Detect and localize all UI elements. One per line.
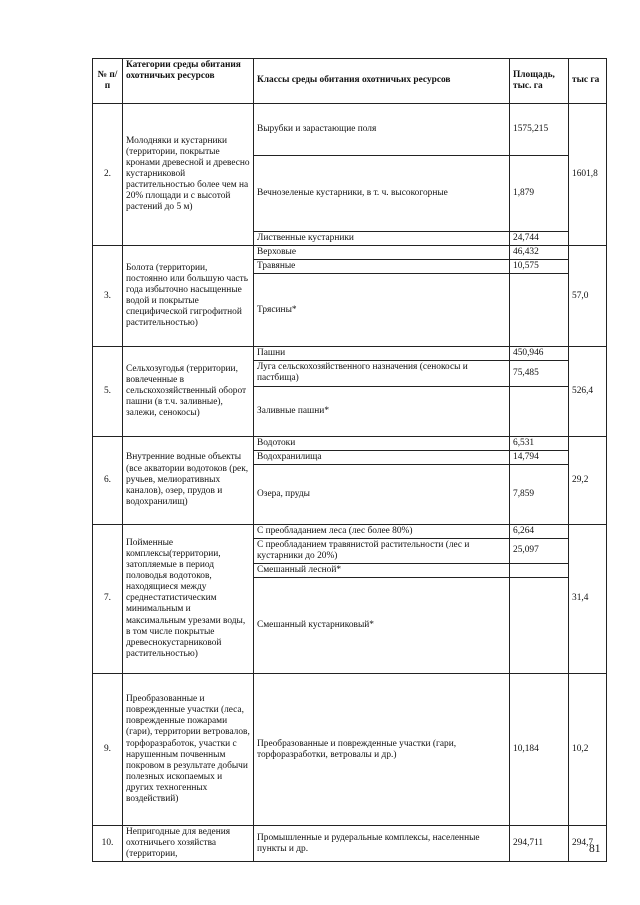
habitat-table bbox=[92, 58, 607, 862]
group-category: Болота (территории, постоянно или большую часть года избыточно насыщенные водой и покрытые специфической гигрофитной растительностью) bbox=[123, 246, 254, 347]
group-category: Сельхозугодья (территории, вовлеченные в сельскохозяйственный оборот пашни (в т.ч. заливные), залежи, сенокосы) bbox=[123, 347, 254, 436]
habitat-area bbox=[510, 274, 569, 347]
habitat-area bbox=[510, 386, 569, 436]
habitat-class: Смешанный лесной* bbox=[254, 564, 510, 578]
group-total: 526,4 bbox=[569, 347, 607, 436]
group-category: Пойменные комплексы(территории, затопляемые в период половодья водотоков, находящиеся между среднестатистическим минимальным и максимальным урезами воды, в том числе покрытые древеснокустарниковой растительностью) bbox=[123, 524, 254, 673]
habitat-area: 24,744 bbox=[510, 232, 569, 246]
habitat-area: 46,432 bbox=[510, 246, 569, 260]
group-total: 29,2 bbox=[569, 436, 607, 524]
group-number: 3. bbox=[93, 246, 123, 347]
habitat-area bbox=[510, 578, 569, 674]
habitat-area: 6,264 bbox=[510, 524, 569, 538]
table-row bbox=[93, 436, 607, 450]
habitat-class: Верховые bbox=[254, 246, 510, 260]
group-total: 294,7 bbox=[569, 826, 607, 862]
habitat-class: Вырубки и зарастающие поля bbox=[254, 104, 510, 156]
table-body bbox=[93, 104, 607, 862]
page-number: 81 bbox=[589, 843, 601, 855]
group-number: 10. bbox=[93, 826, 123, 862]
habitat-class: Вечнозеленые кустарники, в т. ч. высокогорные bbox=[254, 156, 510, 232]
table-row bbox=[93, 674, 607, 826]
header-category: Категории среды обитания охотничьих ресурсов bbox=[123, 59, 254, 104]
habitat-class: Водотоки bbox=[254, 436, 510, 450]
group-category: Преобразованные и поврежденные участки (леса, поврежденные пожарами (гари), территории ветровалов, торфоразработок, участки с нарушенным почвенным покровом в результате добычи полезных ископаемых и других техногенных воздействий) bbox=[123, 674, 254, 826]
habitat-class: Пашни bbox=[254, 347, 510, 361]
habitat-class: Смешанный кустарниковый* bbox=[254, 578, 510, 674]
habitat-class: Луга сельскохозяйственного назначения (сенокосы и пастбища) bbox=[254, 361, 510, 386]
header-classes: Классы среды обитания охотничьих ресурсов bbox=[254, 59, 510, 104]
habitat-area: 75,485 bbox=[510, 361, 569, 386]
habitat-area: 450,946 bbox=[510, 347, 569, 361]
table-header-row bbox=[93, 59, 607, 104]
habitat-class: Озера, пруды bbox=[254, 464, 510, 524]
habitat-area: 14,794 bbox=[510, 450, 569, 464]
header-total: тыс га bbox=[569, 59, 607, 104]
table-row bbox=[93, 524, 607, 538]
group-category: Внутренние водные объекты (все акватории водотоков (рек, ручьев, мелиоративных каналов), озер, прудов и водохранилищ) bbox=[123, 436, 254, 524]
habitat-area: 10,575 bbox=[510, 260, 569, 274]
habitat-area: 1575,215 bbox=[510, 104, 569, 156]
group-total: 57,0 bbox=[569, 246, 607, 347]
habitat-class: Травяные bbox=[254, 260, 510, 274]
table-row bbox=[93, 104, 607, 156]
habitat-class: Заливные пашни* bbox=[254, 386, 510, 436]
habitat-class: Водохранилища bbox=[254, 450, 510, 464]
habitat-class: Промышленные и рудеральные комплексы, населенные пункты и др. bbox=[254, 826, 510, 862]
habitat-area: 25,097 bbox=[510, 538, 569, 563]
habitat-class: Преобразованные и поврежденные участки (гари, торфоразработки, ветровалы и др.) bbox=[254, 674, 510, 826]
habitat-class: Лиственные кустарники bbox=[254, 232, 510, 246]
habitat-class: Трясины* bbox=[254, 274, 510, 347]
group-total: 31,4 bbox=[569, 524, 607, 673]
header-area: Площадь, тыс. га bbox=[510, 59, 569, 104]
header-num: № п/п bbox=[93, 59, 123, 104]
habitat-class: С преобладанием травянистой растительности (лес и кустарники до 20%) bbox=[254, 538, 510, 563]
habitat-area: 1,879 bbox=[510, 156, 569, 232]
group-total: 10,2 bbox=[569, 674, 607, 826]
group-number: 9. bbox=[93, 674, 123, 826]
table-row bbox=[93, 826, 607, 862]
table-row bbox=[93, 246, 607, 260]
table-row bbox=[93, 347, 607, 361]
habitat-area: 294,711 bbox=[510, 826, 569, 862]
habitat-area: 10,184 bbox=[510, 674, 569, 826]
habitat-area: 6,531 bbox=[510, 436, 569, 450]
group-total: 1601,8 bbox=[569, 104, 607, 246]
group-number: 2. bbox=[93, 104, 123, 246]
habitat-class: С преобладанием леса (лес более 80%) bbox=[254, 524, 510, 538]
group-category: Молодняки и кустарники (территории, покрытые кронами древесной и древесно кустарниковой растительностью более чем на 20% площади и с высотой растений до 5 м) bbox=[123, 104, 254, 246]
group-number: 7. bbox=[93, 524, 123, 673]
group-number: 5. bbox=[93, 347, 123, 436]
group-category: Непригодные для ведения охотничьего хозяйства (территории, bbox=[123, 826, 254, 862]
habitat-area bbox=[510, 564, 569, 578]
group-number: 6. bbox=[93, 436, 123, 524]
habitat-area: 7,859 bbox=[510, 464, 569, 524]
